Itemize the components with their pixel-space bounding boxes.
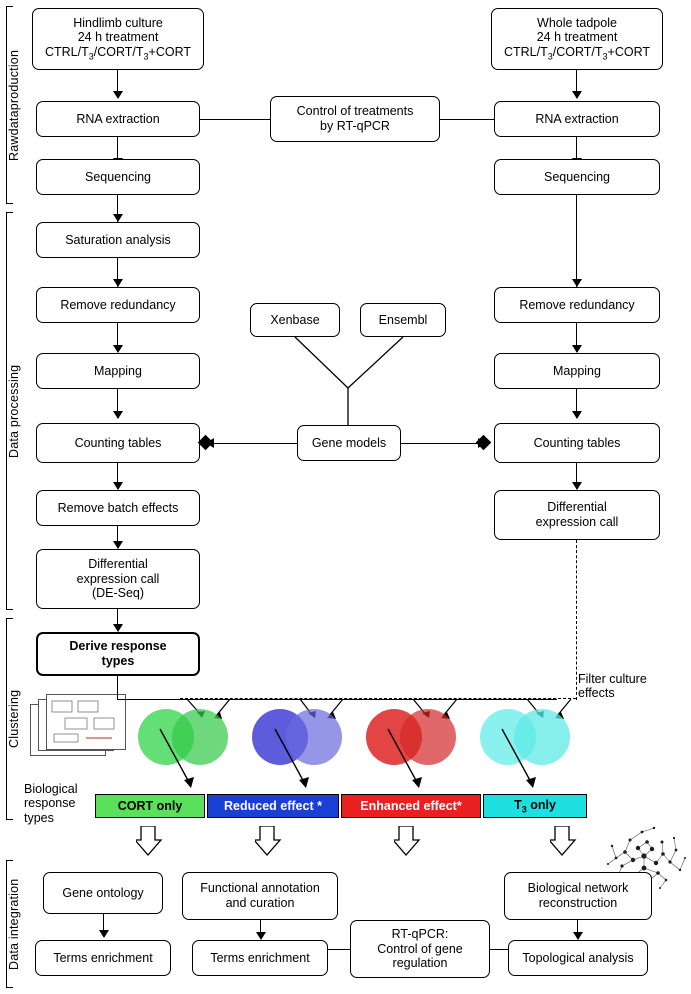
right-counting-label: Counting tables: [533, 435, 621, 450]
derive-line1: Derive response: [69, 639, 167, 654]
right-rna-label: RNA extraction: [535, 111, 619, 126]
saturation-label: Saturation analysis: [65, 232, 171, 247]
box-left-sequencing: [36, 159, 200, 195]
func-annot-line2: and curation: [225, 896, 295, 910]
connector-control-to-left: [200, 119, 270, 120]
arrow-tadpole-to-rna: [572, 91, 582, 99]
arrow-right-seq-to-red: [572, 279, 582, 287]
filter-line3: effects: [578, 686, 615, 701]
box-left-de-call: [36, 549, 200, 609]
arrow-sat-to-redundancy: [113, 279, 123, 287]
box-right-mapping: [494, 353, 660, 389]
arrow-left-map-to-counting: [113, 411, 123, 419]
topological-label: Topological analysis: [522, 950, 634, 965]
box-functional-annotation: [182, 872, 338, 920]
box-terms-enrichment-mid: [192, 940, 328, 976]
box-right-remove-redundancy: [494, 287, 660, 323]
connector-terms-mid-to-rtqpcr: [328, 949, 350, 950]
box-right-counting-tables: [494, 423, 660, 463]
control-line1: Control of treatments: [296, 104, 414, 119]
right-de-line2: expression call: [535, 515, 619, 529]
section-label-processing: Data processing: [7, 364, 21, 458]
filter-culture-effects-label: [578, 672, 668, 701]
venn-to-response-arrows: [130, 724, 580, 794]
connector-right-rna-to-seq: [576, 137, 577, 159]
left-sequencing-label: Sequencing: [84, 169, 152, 184]
connector-gene-models-left: [212, 443, 297, 444]
bio-net-line2: reconstruction: [538, 896, 618, 910]
arrow-batch-to-de: [113, 541, 123, 549]
connector-gene-models-right: [401, 443, 484, 444]
box-derive-response-types: [36, 632, 200, 676]
gene-models-fork-lines: [245, 336, 455, 428]
arrow-go-to-terms: [99, 930, 109, 938]
left-counting-label: Counting tables: [74, 435, 162, 450]
hollow-arrow-1: [136, 826, 164, 856]
connector-tadpole-to-rna: [576, 70, 577, 92]
terms-enrichment-left-label: Terms enrichment: [53, 950, 153, 965]
hindlimb-line3: CTRL/$T_3/CORT/T_3+CORT$: [44, 45, 192, 62]
box-right-rna-extraction: [494, 101, 660, 137]
box-topological-analysis: [508, 940, 648, 976]
bio-net-line1: Biological network: [527, 881, 629, 896]
box-hindlimb-culture: [32, 8, 204, 70]
box-right-de-call: [494, 490, 660, 540]
right-redundancy-label: Remove redundancy: [519, 297, 635, 312]
hollow-arrow-4: [550, 826, 578, 856]
response-type-t3-only: [483, 794, 587, 818]
tadpole-line3: CTRL/$T_3/CORT/T_3+CORT$: [503, 45, 651, 62]
box-remove-batch-effects: [36, 490, 200, 526]
connector-control-to-right: [440, 119, 494, 120]
bio-line1: Biological: [24, 782, 78, 796]
box-left-mapping: [36, 353, 200, 389]
left-mapping-label: Mapping: [94, 363, 142, 378]
connector-rtqpcr-to-topological: [490, 949, 508, 950]
box-gene-ontology: [43, 872, 163, 914]
reduced-effect-label: Reduced effect *: [224, 799, 322, 813]
gene-models-label: Gene models: [311, 435, 387, 450]
connector-right-seq-to-red: [576, 195, 577, 287]
section-label-clustering: Clustering: [7, 689, 21, 749]
response-type-cort-only: [95, 794, 205, 818]
section-label-integration: Data integration: [7, 878, 21, 970]
tadpole-line1: Whole tadpole: [537, 15, 617, 30]
box-left-counting-tables: [36, 423, 200, 463]
gene-ontology-label: Gene ontology: [62, 885, 144, 900]
box-control-of-treatments: [270, 96, 440, 142]
derive-line2: types: [101, 654, 135, 668]
tadpole-line2: 24 h treatment: [536, 30, 618, 45]
rtqpcr-line1: RT-qPCR:: [391, 926, 449, 941]
left-redundancy-label: Remove redundancy: [60, 297, 176, 312]
left-de-line3: (DE-Seq): [91, 586, 145, 601]
t3-only-label: $T_3$ only: [514, 797, 556, 815]
response-type-reduced-effect: [207, 794, 339, 818]
rtqpcr-line3: regulation: [392, 956, 448, 971]
filter-line2: culture: [609, 672, 647, 686]
box-biological-network: [504, 872, 652, 920]
right-mapping-label: Mapping: [553, 363, 601, 378]
arrow-hindlimb-to-rna: [113, 91, 123, 99]
arrow-left-red-to-map: [113, 345, 123, 353]
biological-response-types-label: [24, 782, 104, 825]
box-ensembl: [360, 303, 446, 337]
arrow-right-counting-to-de: [572, 482, 582, 490]
arrow-bionet-to-topological: [573, 932, 583, 940]
filter-line1: Filter: [578, 672, 606, 686]
ensembl-label: Ensembl: [378, 312, 428, 327]
hindlimb-line2: 24 h treatment: [77, 30, 159, 45]
arrow-right-map-to-counting: [572, 411, 582, 419]
control-line2: by RT-qPCR: [320, 119, 390, 133]
hindlimb-line1: Hindlimb culture: [73, 15, 163, 30]
left-rna-label: RNA extraction: [76, 111, 160, 126]
right-sequencing-label: Sequencing: [543, 169, 611, 184]
left-de-line2: expression call: [76, 571, 160, 586]
derive-bus-vertical: [117, 676, 118, 700]
box-gene-models: [297, 425, 401, 461]
box-xenbase: [250, 303, 340, 337]
section-label-rawdata: Rawdataproduction: [7, 49, 21, 161]
cort-only-label: CORT only: [117, 799, 183, 813]
box-whole-tadpole: [491, 8, 663, 70]
arrow-left-counting-to-batch: [113, 482, 123, 490]
bio-line3: types: [24, 810, 54, 825]
remove-batch-label: Remove batch effects: [57, 500, 179, 515]
box-left-remove-redundancy: [36, 287, 200, 323]
arrow-left-seq-to-sat: [113, 214, 123, 222]
bio-line2: response: [24, 796, 76, 811]
box-rt-qpcr-control: [350, 920, 490, 978]
box-left-rna-extraction: [36, 101, 200, 137]
arrow-func-to-terms: [256, 932, 266, 940]
box-saturation-analysis: [36, 222, 200, 258]
dashed-filter-vertical: [576, 540, 577, 700]
box-right-sequencing: [494, 159, 660, 195]
enhanced-effect-label: Enhanced effect*: [360, 799, 462, 813]
func-annot-line1: Functional annotation: [200, 881, 320, 896]
arrow-right-red-to-map: [572, 345, 582, 353]
hollow-arrow-2: [255, 826, 283, 856]
box-terms-enrichment-left: [35, 940, 171, 976]
arrow-de-to-derive: [113, 624, 123, 632]
hollow-arrow-3: [394, 826, 422, 856]
terms-enrichment-mid-label: Terms enrichment: [210, 950, 310, 965]
xenbase-label: Xenbase: [270, 312, 320, 327]
connector-hindlimb-to-rna: [117, 70, 118, 92]
right-de-line1: Differential: [547, 500, 607, 515]
left-de-line1: Differential: [88, 556, 148, 571]
rtqpcr-line2: Control of gene: [377, 941, 463, 956]
response-type-enhanced-effect: [341, 794, 481, 818]
connector-left-rna-to-seq: [117, 137, 118, 159]
